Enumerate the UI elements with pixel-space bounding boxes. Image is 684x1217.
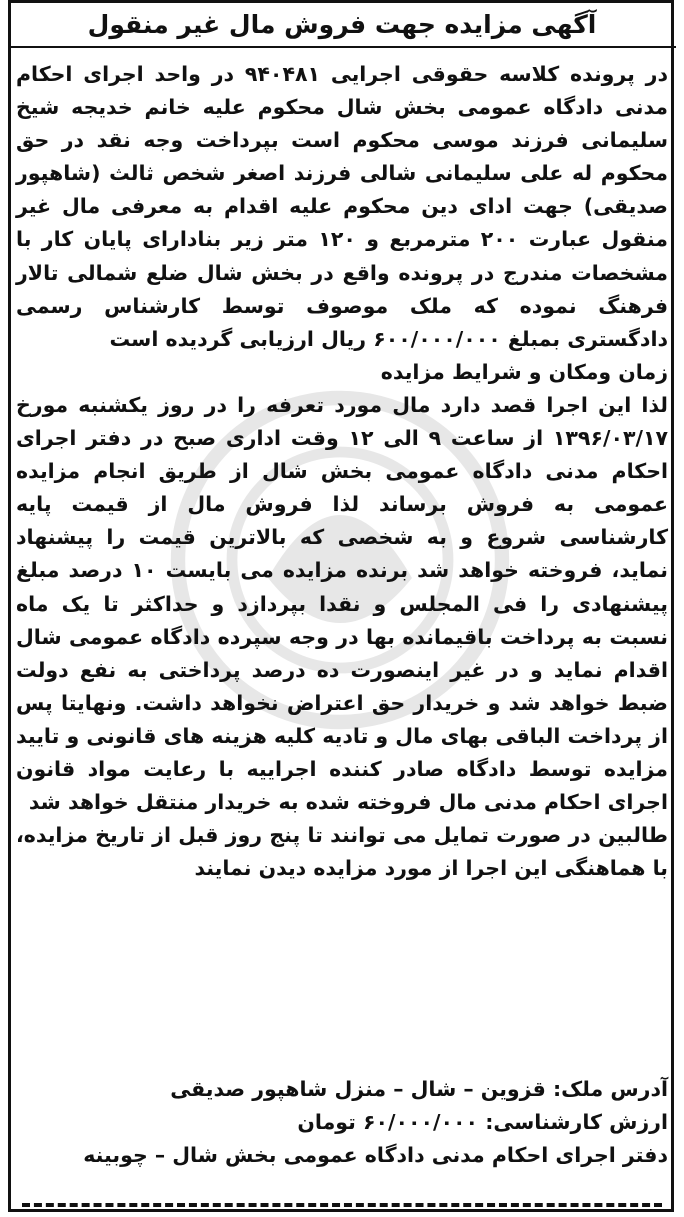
notice-title: آگهی مزایده جهت فروش مال غیر منقول [87, 10, 597, 39]
case-paragraph: در پرونده کلاسه حقوقی اجرایی ۹۴۰۴۸۱ در واحد اجرای احکام مدنی دادگاه عمومی بخش شال محکوم علیه خانم خدیجه شیخ سلیمانی فرزند موسی محکوم است بپرداخت وجه نقد در حق محکوم له علی سلیمانی شالی فرزند اصغر شخص ثالث (شاهپور صدیقی) جهت ادای دین محکوم علیه اقدام به معرفی مال غیر منقول عبارت ۲۰۰ مترمربع و ۱۲۰ متر زیر بنادارای پایان کار با مشخصات مندرج در پرونده واقع در بخش شال ضلع شمالی تالار فرهنگ نموده که ملک موصوف توسط کارشناس رسمی دادگستری بمبلغ ۶۰۰/۰۰۰/۰۰۰ ریال ارزیابی گردیده است [16, 62, 668, 351]
property-address: آدرس ملک: قزوین – شال – منزل شاهپور صدیقی [170, 1077, 668, 1101]
auction-terms-paragraph: لذا این اجرا قصد دارد مال مورد تعرفه را در روز یکشنبه مورخ ۱۳۹۶/۰۳/۱۷ از ساعت ۹ الی ۱۲ وقت اداری صبح در دفتر اجرای احکام مدنی دادگاه عمومی بخش شال از طریق انجام مزایده عمومی به فروش برساند لذا فروش مال از قیمت پایه کارشناسی شروع و به شخصی که بالاترین قیمت را پیشنهاد نماید، فروخته خواهد شد برنده مزایده می بایست ۱۰ درصد مبلغ پیشنهادی را فی المجلس و نقدا بپردازد و حداکثر تا یک ماه نسبت به پرداخت باقیمانده بها در وجه سپرده دادگاه عمومی شال اقدام نماید و در غیر اینصورت ده درصد پرداختی به نفع دولت ضبط خواهد شد و خریدار حق اعتراض نخواهد داشت. ونهایتا پس از پرداخت الباقی بهای مال و تادیه کلیه هزینه های قانونی و تایید مزایده توسط دادگاه صادر کننده اجراییه با رعایت مواد قانون اجرای احکام مدنی مال فروخته شده به خریدار منتقل خواهد شد [16, 392, 668, 815]
notice-body [16, 58, 668, 885]
notice-details [16, 1073, 668, 1172]
bottom-dashed-rule [22, 1203, 662, 1207]
title-band [8, 2, 676, 48]
visit-paragraph: طالبین در صورت تمایل می توانند تا پنج روز قبل از تاریخ مزایده، با هماهنگی این اجرا از مورد مزایده دیدن نمایند [16, 823, 668, 881]
issuing-office: دفتر اجرای احکام مدنی دادگاه عمومی بخش شال – چوبینه [83, 1143, 668, 1168]
auction-conditions-heading: زمان ومکان و شرایط مزایده [380, 359, 668, 384]
expert-value: ارزش کارشناسی: ۶۰/۰۰۰/۰۰۰ تومان [297, 1110, 668, 1135]
